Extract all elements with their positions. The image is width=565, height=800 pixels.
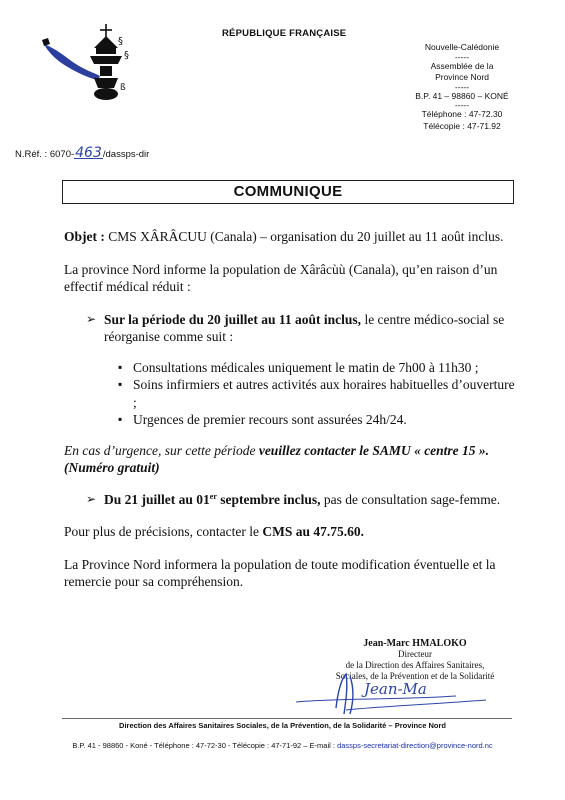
period-1-item bbox=[64, 311, 520, 346]
object-line bbox=[64, 228, 520, 246]
period-2-superscript: er bbox=[209, 491, 217, 501]
svg-text:ß: ß bbox=[120, 83, 126, 93]
document-body bbox=[64, 228, 520, 591]
arrow-icon: ➢ bbox=[86, 311, 97, 326]
footer-divider bbox=[62, 718, 512, 719]
period-2-bold-b: septembre inclus, bbox=[216, 491, 321, 507]
period-2-text: pas de consultation sage-femme. bbox=[320, 491, 501, 507]
footer-direction: Direction des Affaires Sanitaires Sociales, de la Prévention, de la Solidarité – Province Nord bbox=[119, 721, 446, 730]
signatory-direction-1: de la Direction des Affaires Sanitaires, bbox=[345, 660, 485, 670]
separator: ----- bbox=[454, 51, 470, 62]
intro-paragraph: La province Nord informe la population de Xârâcùù (Canala), qu’en raison d’un effectif médical réduit : bbox=[64, 261, 498, 294]
emergency-bold: veuillez contacter le SAMU « centre 15 ». (Numéro gratuit) bbox=[64, 442, 490, 475]
separator: ----- bbox=[454, 100, 470, 110]
list-item: ▪ Soins infirmiers et autres activités aux horaires habituelles d’ouverture ; bbox=[118, 376, 520, 411]
document-title: COMMUNIQUE bbox=[62, 180, 514, 204]
svg-text:§: § bbox=[124, 50, 129, 61]
signatory-role: Directeur bbox=[398, 649, 432, 659]
republic-heading: RÉPUBLIQUE FRANÇAISE bbox=[222, 28, 347, 39]
svg-text:§: § bbox=[118, 36, 123, 47]
signature-script: Jean-Ma bbox=[364, 680, 427, 698]
footer-contact bbox=[0, 741, 565, 750]
list-item: ▪ Consultations médicales uniquement le matin de 7h00 à 11h30 ; bbox=[118, 359, 520, 377]
signatory-direction-2: Sociales, de la Prévention et de la Solidarité bbox=[335, 671, 495, 681]
ref-handwritten-number: 463 bbox=[75, 145, 102, 161]
cms-phone: CMS au 47.75.60. bbox=[262, 524, 364, 539]
region: Nouvelle-Calédonie bbox=[424, 42, 500, 52]
assembly-line-2: Province Nord bbox=[435, 72, 489, 82]
signatory-name: Jean-Marc HMALOKO bbox=[363, 638, 467, 649]
period-1-text: le centre médico-social se réorganise comme suit : bbox=[104, 311, 505, 344]
province-nord-logo bbox=[34, 18, 134, 104]
period-1-bold: Sur la période du 20 juillet au 11 août inclus, bbox=[104, 311, 362, 327]
emergency-paragraph bbox=[64, 442, 520, 477]
fax-number: Télécopie : 47-71.92 bbox=[423, 120, 501, 131]
organisation-list bbox=[118, 359, 520, 429]
info-paragraph bbox=[64, 523, 520, 541]
handwritten-signature bbox=[276, 670, 506, 716]
separator: ----- bbox=[454, 81, 470, 92]
object-label: Objet : bbox=[64, 229, 105, 244]
contact-block bbox=[392, 42, 532, 132]
phone-number: Téléphone : 47-72.30 bbox=[421, 109, 503, 119]
list-item: ▪ Urgences de premier recours sont assurées 24h/24. bbox=[118, 411, 520, 429]
assembly-line-1: Assemblée de la bbox=[430, 60, 494, 71]
period-2-item bbox=[64, 491, 520, 509]
postal-address: B.P. 41 – 98860 – KONÉ bbox=[415, 90, 509, 101]
period-2-bold-a: Du 21 juillet au 01 bbox=[104, 491, 210, 507]
footer-contact-text: B.P. 41 - 98860 - Koné - Téléphone : 47-72-30 - Télécopie : 47-71-92 – E-mail : bbox=[72, 741, 338, 750]
footer-email-link[interactable]: dassps-secretariat-direction@province-nord.nc bbox=[337, 741, 493, 750]
object-text: CMS XÂRÂCUU (Canala) – organisation du 20 juillet au 11 août inclus. bbox=[104, 229, 504, 244]
closing-paragraph: La Province Nord informera la population de toute modification éventuelle et la remercie pour sa compréhension. bbox=[64, 556, 496, 589]
ref-suffix: /dassps-dir bbox=[102, 149, 150, 160]
ref-prefix: N.Réf. : 6070- bbox=[15, 149, 75, 160]
arrow-icon: ➢ bbox=[86, 491, 97, 506]
info-text: Pour plus de précisions, contacter le bbox=[64, 524, 263, 539]
emergency-italic: En cas d’urgence, sur cette période bbox=[64, 442, 259, 458]
reference-number bbox=[15, 145, 150, 161]
